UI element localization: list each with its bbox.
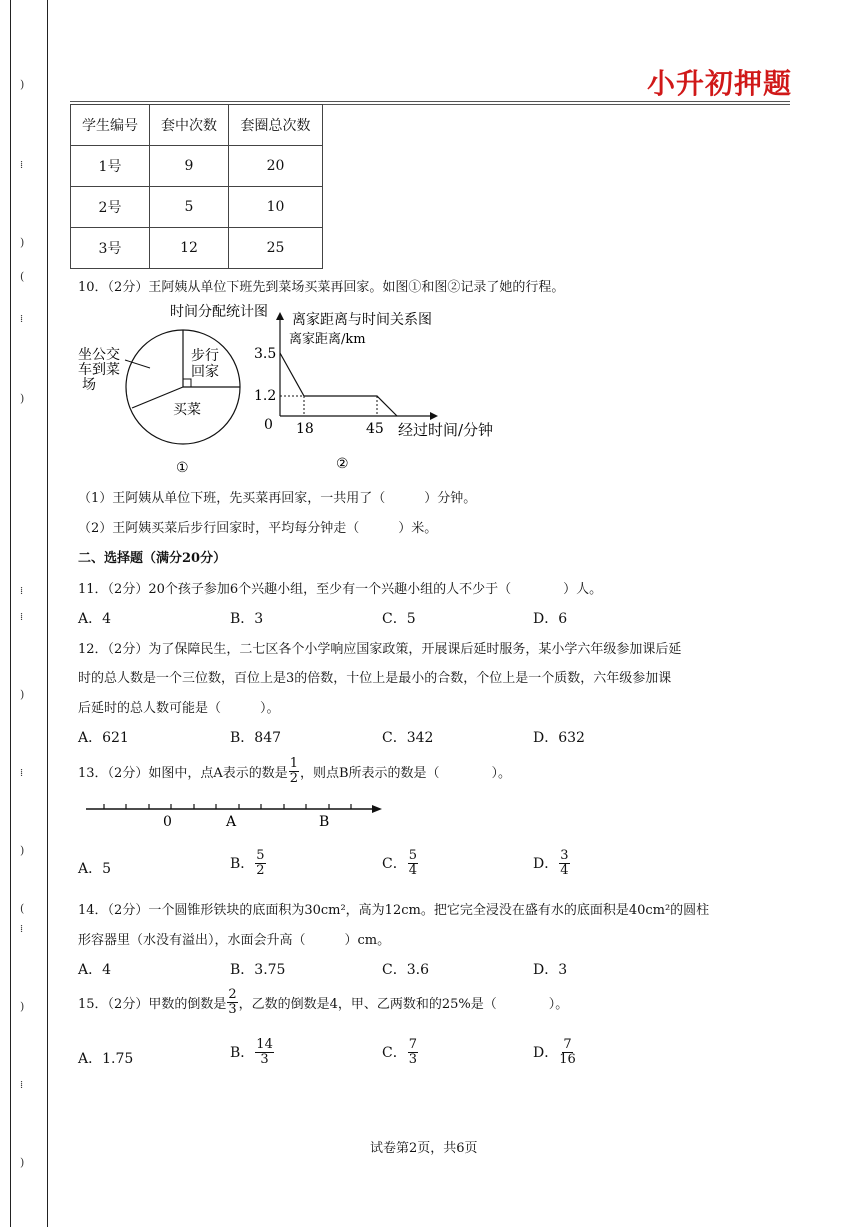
option-label: C． [382, 856, 407, 873]
fraction-denominator: 3 [260, 1051, 269, 1067]
score-table [70, 104, 323, 269]
x-tick-label: 18 [296, 421, 314, 437]
table-row [71, 146, 323, 187]
number-line-label: B [319, 814, 330, 830]
binding-mark: ) [20, 844, 25, 857]
number-line [84, 800, 394, 832]
table-cell: 20 [229, 146, 323, 187]
number-line-label: 0 [163, 814, 172, 830]
fraction-numerator: 2 [228, 987, 237, 1002]
q11-stem: 11．（2分）20个孩子参加6个兴趣小组，至少有一个兴趣小组的人不少于（ ）人。 [78, 582, 603, 597]
binding-mark: ⁞ [20, 1078, 24, 1091]
q13-option-b[interactable] [230, 849, 267, 877]
q12-option-a[interactable]: A．621 [78, 730, 129, 746]
fraction-denominator: 16 [559, 1051, 576, 1067]
option-label: B． [230, 856, 255, 873]
pie-label: 买菜 [173, 402, 201, 418]
fraction [408, 1038, 418, 1066]
fraction [559, 849, 569, 877]
fraction [255, 849, 265, 877]
fraction-numerator: 14 [256, 1037, 273, 1052]
q10-figures [70, 296, 520, 480]
table-cell: 9 [150, 146, 229, 187]
q14-option-c[interactable]: C．3.6 [382, 962, 429, 978]
pie-title: 时间分配统计图 [170, 304, 268, 320]
q15-option-b[interactable] [230, 1038, 275, 1066]
binding-mark: ) [20, 688, 25, 701]
q13-option-a[interactable]: A．5 [78, 861, 112, 877]
fraction-numerator: 7 [408, 1037, 417, 1052]
fraction-denominator: 3 [408, 1051, 417, 1067]
table-cell: 10 [229, 187, 323, 228]
table-cell: 2号 [71, 187, 150, 228]
q13-option-d[interactable] [533, 849, 571, 877]
fraction-numerator: 1 [289, 756, 298, 771]
binding-mark: ( [20, 902, 25, 915]
fraction [559, 1038, 576, 1066]
binding-line [47, 0, 48, 1227]
table-cell: 5 [150, 187, 229, 228]
fraction [408, 849, 418, 877]
fraction-numerator: 3 [560, 848, 569, 863]
q15-option-c[interactable] [382, 1038, 419, 1066]
binding-mark: ⁞ [20, 158, 24, 171]
option-label: C． [382, 1045, 407, 1062]
table-row [71, 228, 323, 269]
fraction-denominator: 4 [560, 862, 569, 878]
binding-mark: ⁞ [20, 312, 24, 325]
q14-line2: 形容器里（水没有溢出），水面会升高（ ）cm。 [78, 933, 391, 948]
y-tick-label: 3.5 [254, 346, 277, 362]
table-cell: 25 [229, 228, 323, 269]
pie-label: 车到菜 [78, 362, 120, 378]
q12-option-c[interactable]: C．342 [382, 730, 434, 746]
fraction [227, 988, 237, 1016]
q14-option-a[interactable]: A．4 [78, 962, 112, 978]
q15-option-a[interactable]: A．1.75 [78, 1051, 134, 1067]
q15-stem [78, 988, 568, 1016]
q14-option-d[interactable]: D．3 [533, 962, 568, 978]
q13-option-c[interactable] [382, 849, 419, 877]
binding-mark: ) [20, 392, 25, 405]
y-axis-arrow [276, 312, 284, 320]
number-line-arrow [372, 805, 382, 813]
q10-sub2: （2）王阿姨买菜后步行回家时，平均每分钟走（ ）米。 [78, 521, 438, 536]
y-tick-label: 0 [264, 417, 273, 433]
q12-line1: 12．（2分）为了保障民生，二七区各个小学响应国家政策，开展课后延时服务，某小学六年级参加课后延 [78, 642, 682, 657]
right-angle-mark [183, 379, 191, 387]
table-header-row [71, 105, 323, 146]
x-axis-label: 经过时间/分钟 [398, 421, 494, 439]
option-label: D． [533, 1045, 559, 1062]
q11-option-b[interactable]: B．3 [230, 611, 264, 627]
pie-leader-line [125, 360, 150, 368]
pie-label: 回家 [191, 364, 219, 380]
header-rule [70, 101, 790, 102]
q14-option-b[interactable]: B．3.75 [230, 962, 286, 978]
q13-stem [78, 757, 511, 785]
binding-mark: ⁞ [20, 922, 24, 935]
binding-mark: ) [20, 1000, 25, 1013]
fraction-denominator: 2 [289, 770, 298, 786]
binding-mark: ) [20, 78, 25, 91]
fraction-denominator: 2 [256, 862, 265, 878]
q12-option-b[interactable]: B．847 [230, 730, 282, 746]
q12-line3: 后延时的总人数可能是（ ）。 [78, 701, 280, 716]
brand-title: 小升初押题 [646, 67, 792, 100]
q15-stem-text: ，乙数的倒数是4，甲、乙两数和的25%是（ ）。 [238, 996, 569, 1012]
q10-stem: 10．（2分）王阿姨从单位下班先到菜场买菜再回家。如图①和图②记录了她的行程。 [78, 280, 565, 295]
q15-stem-text: 15．（2分）甲数的倒数是 [78, 996, 227, 1012]
option-label: D． [533, 856, 559, 873]
fraction-numerator: 5 [256, 848, 265, 863]
section-heading: 二、选择题（满分20分） [78, 551, 227, 566]
q13-stem-text: 13．（2分）如图中，点A表示的数是 [78, 765, 288, 781]
line-caption: ② [336, 456, 349, 472]
q12-option-d[interactable]: D．632 [533, 730, 585, 746]
binding-mark: ⁞ [20, 584, 24, 597]
pie-label: 步行 [191, 348, 219, 364]
q11-option-c[interactable]: C．5 [382, 611, 416, 627]
number-line-label: A [226, 814, 237, 830]
line-ylabel: 离家距离/km [289, 332, 366, 347]
table-header-cell: 套中次数 [150, 105, 229, 146]
binding-line [10, 0, 11, 1227]
fraction-numerator: 5 [408, 848, 417, 863]
q10-sub1: （1）王阿姨从单位下班，先买菜再回家，一共用了（ ）分钟。 [78, 491, 477, 506]
binding-mark: ) [20, 236, 25, 249]
table-row [71, 187, 323, 228]
y-tick-label: 1.2 [254, 388, 277, 404]
fraction-denominator: 3 [228, 1001, 237, 1017]
distance-line [280, 353, 397, 416]
page-footer: 试卷第2页，共6页 [370, 1141, 478, 1156]
q11-option-a[interactable]: A．4 [78, 611, 112, 627]
x-tick-label: 45 [366, 421, 384, 437]
line-title: 离家距离与时间关系图 [292, 312, 432, 328]
q11-option-d[interactable]: D．6 [533, 611, 568, 627]
q15-option-d[interactable] [533, 1038, 577, 1066]
pie-label: 坐公交 [78, 347, 120, 363]
q14-line1: 14．（2分）一个圆锥形铁块的底面积为30cm²，高为12cm。把它完全浸没在盛有水的底面积是40cm²的圆柱 [78, 903, 710, 918]
table-cell: 12 [150, 228, 229, 269]
binding-mark: ⁞ [20, 766, 24, 779]
binding-mark: ( [20, 270, 25, 283]
table-cell: 1号 [71, 146, 150, 187]
q13-stem-text: ，则点B所表示的数是（ ）。 [299, 765, 512, 781]
table-header-cell: 套圈总次数 [229, 105, 323, 146]
table-header-cell: 学生编号 [71, 105, 150, 146]
q12-line2: 时的总人数是一个三位数，百位上是3的倍数，十位上是最小的合数，个位上是一个质数，六年级参加课 [78, 671, 672, 686]
binding-mark: ⁞ [20, 610, 24, 623]
fraction [255, 1038, 274, 1066]
pie-caption: ① [176, 460, 189, 476]
binding-margin [0, 0, 48, 1227]
x-axis-arrow [430, 412, 438, 420]
table-cell: 3号 [71, 228, 150, 269]
binding-mark: ) [20, 1156, 25, 1169]
pie-label: 场 [82, 377, 96, 393]
fraction-numerator: 7 [563, 1037, 572, 1052]
fraction-denominator: 4 [408, 862, 417, 878]
fraction [289, 757, 299, 785]
option-label: B． [230, 1045, 255, 1062]
